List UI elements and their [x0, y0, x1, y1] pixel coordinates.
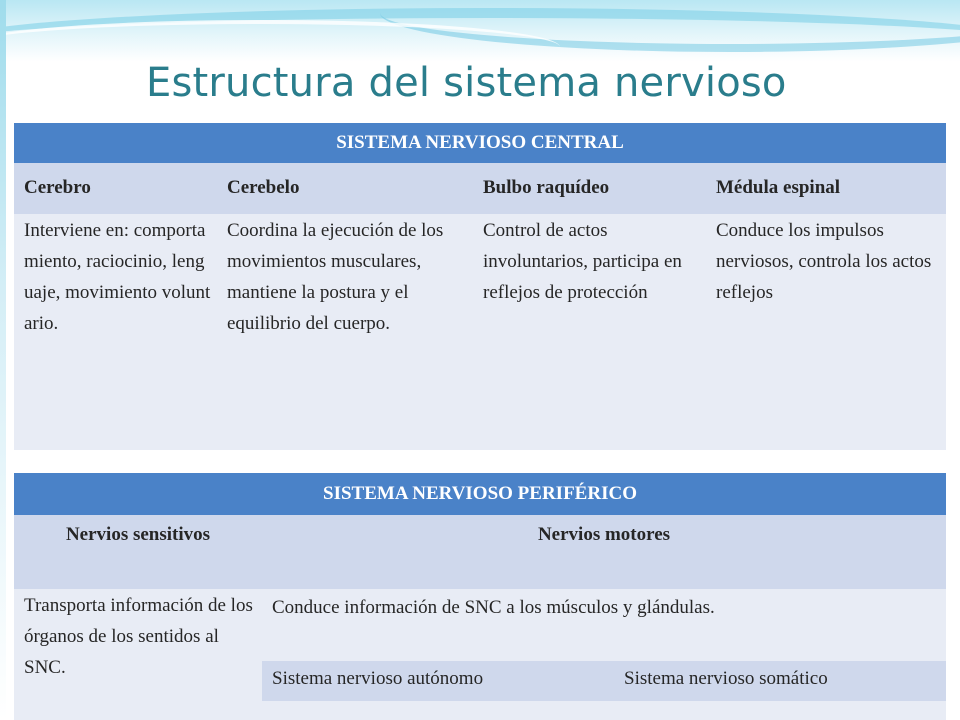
motor-nerves-text: Conduce información de SNC a los músculos y glándulas. [262, 589, 946, 661]
snc-col-header: Médula espinal [704, 163, 946, 214]
snc-col-text: Coordina la ejecución de los movimientos musculares, mantiene la postura y el equilibrio del cuerpo. [217, 214, 471, 450]
snc-col-header: Cerebelo [217, 163, 471, 214]
motor-nerves-header: Nervios motores [262, 515, 946, 589]
snp-heading: SISTEMA NERVIOSO PERIFÉRICO [14, 473, 946, 515]
snp-table [14, 473, 946, 720]
snc-col-header: Bulbo raquídeo [471, 163, 704, 214]
empty-row [262, 701, 946, 720]
snc-col-header: Cerebro [14, 163, 217, 214]
slide-title: Estructura del sistema nervioso [146, 60, 787, 106]
decorative-banner [0, 0, 960, 62]
somatic-system: Sistema nervioso somático [614, 661, 946, 701]
snc-table [14, 123, 946, 450]
snc-heading: SISTEMA NERVIOSO CENTRAL [14, 123, 946, 163]
snc-col-text: Conduce los impulsos nerviosos, controla los actos reflejos [704, 214, 946, 450]
snc-col-text: Control de actos involuntarios, participa en reflejos de protección [471, 214, 704, 450]
snc-col-text: Interviene en: comportamiento, raciocinio, lenguaje, movimiento voluntario. [14, 214, 217, 450]
sensitive-nerves-text: Transporta información de los órganos de los sentidos al SNC. [14, 589, 262, 720]
sensitive-nerves-header: Nervios sensitivos [14, 515, 262, 589]
decorative-left-bar [0, 0, 6, 720]
autonomic-system: Sistema nervioso autónomo [262, 661, 614, 701]
